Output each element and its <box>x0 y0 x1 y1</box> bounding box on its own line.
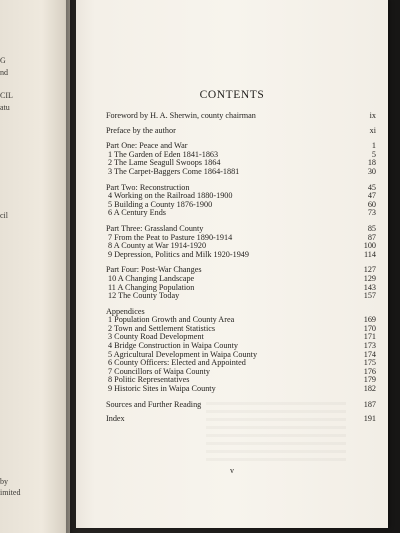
toc-page-number: 175 <box>363 358 376 368</box>
toc-entry-title: Sources and Further Reading <box>106 399 202 409</box>
toc-entry-title: 3 County Road Development <box>108 332 204 342</box>
toc-page-number: ix <box>369 111 376 120</box>
toc-page-number: 129 <box>363 273 376 283</box>
toc-entry-title: Part One: Peace and War <box>106 141 188 151</box>
toc-entry-title: Appendices <box>106 306 145 316</box>
toc-entry-title: 3 The Carpet-Baggers Come 1864-1881 <box>108 166 240 176</box>
toc-entry-title: 1 The Garden of Eden 1841-1863 <box>108 149 219 159</box>
toc-entry-title: 8 Politic Representatives <box>108 375 190 385</box>
toc-page-number: 170 <box>363 323 376 333</box>
toc-entry-title: 1 Population Growth and County Area <box>108 315 235 325</box>
left-page-fragment: atu <box>0 103 10 112</box>
left-page-fragment: CIL <box>0 91 13 100</box>
toc-page-number: 171 <box>363 332 376 342</box>
toc-page-number: 45 <box>367 182 376 192</box>
toc-entry-title: 6 A Century Ends <box>108 208 166 218</box>
toc-entry-title: 7 From the Peat to Pasture 1890-1914 <box>108 232 233 242</box>
toc-page-number: 187 <box>363 399 376 409</box>
toc-page-number: 157 <box>363 291 376 301</box>
toc-spacer <box>106 301 376 308</box>
toc-page-number: 1 <box>371 141 376 151</box>
toc-chapter-entry <box>106 209 376 218</box>
toc-page-number: 60 <box>367 199 376 209</box>
left-page-fragment: by <box>0 477 8 486</box>
toc-chapter-entry <box>106 385 376 394</box>
toc-page-number: 182 <box>363 384 376 394</box>
left-page-fragment: G <box>0 56 6 65</box>
toc-entry-title: Part Three: Grassland County <box>106 223 204 233</box>
toc-entry-title: 5 Building a County 1876-1900 <box>108 199 213 209</box>
toc-entry <box>106 127 376 136</box>
toc-entry-title: 6 County Officers: Elected and Appointed <box>108 358 246 368</box>
page-title: CONTENTS <box>199 89 265 101</box>
toc-entry-title: Part Four: Post-War Changes <box>106 265 202 275</box>
toc-page-number: 143 <box>363 282 376 292</box>
toc-page-number: 73 <box>367 208 376 218</box>
toc-entry-title: 7 Councillors of Waipa County <box>108 366 210 376</box>
toc-entry-title: 11 A Changing Population <box>108 282 195 292</box>
toc-page-number: 176 <box>363 366 376 376</box>
toc-page-number: 179 <box>363 375 376 385</box>
toc-entry-title: 4 Working on the Railroad 1880-1900 <box>108 191 233 201</box>
toc-entry-title: 2 The Lame Seagull Swoops 1864 <box>108 158 221 168</box>
toc-page-number: 30 <box>367 166 376 176</box>
toc-page-number: xi <box>369 125 376 135</box>
left-page-fragment: imited <box>0 488 21 497</box>
toc-page-number: 114 <box>364 249 376 259</box>
toc-entry-title: Index <box>106 414 125 424</box>
left-page-fragment: cil <box>0 211 8 220</box>
toc-entry-title: 12 The County Today <box>108 291 180 301</box>
left-page-fragment: nd <box>0 68 8 77</box>
toc-chapter-entry <box>106 292 376 301</box>
toc-entry-title: 9 Historic Sites in Waipa County <box>108 384 216 394</box>
toc-entry-title: 10 A Changing Landscape <box>108 273 195 283</box>
toc-page-number: 18 <box>367 158 376 168</box>
toc-page-number: 127 <box>363 265 376 275</box>
page-number: v <box>230 466 234 475</box>
toc-entry <box>106 112 376 121</box>
toc-chapter-entry <box>106 168 376 177</box>
toc-page-number: 5 <box>371 149 376 159</box>
toc-page-number: 174 <box>363 349 376 359</box>
table-of-contents <box>106 112 376 424</box>
toc-page-number: 100 <box>363 241 376 251</box>
toc-entry-title: Preface by the author <box>106 125 176 135</box>
toc-entry-title: 9 Depression, Politics and Milk 1920-1949 <box>108 249 249 259</box>
toc-page-number: 47 <box>367 191 376 201</box>
toc-page-number: 87 <box>367 232 376 242</box>
toc-chapter-entry <box>106 251 376 260</box>
toc-page-number: 85 <box>367 223 376 233</box>
toc-entry-title: 5 Agricultural Development in Waipa County <box>108 349 258 359</box>
toc-entry-title: Foreword by H. A. Sherwin, county chairman <box>106 111 256 120</box>
toc-entry <box>106 415 376 424</box>
toc-page-number: 169 <box>363 315 376 325</box>
toc-entry <box>106 401 376 410</box>
toc-page-number: 191 <box>363 414 376 424</box>
toc-page-number: 173 <box>363 341 376 351</box>
toc-entry-title: 2 Town and Settlement Statistics <box>108 323 216 333</box>
toc-entry-title: 4 Bridge Construction in Waipa County <box>108 341 238 351</box>
toc-entry-title: Part Two: Reconstruction <box>106 182 190 192</box>
toc-entry-title: 8 A County at War 1914-1920 <box>108 241 207 251</box>
contents-page <box>76 0 388 528</box>
left-facing-page <box>0 0 70 533</box>
